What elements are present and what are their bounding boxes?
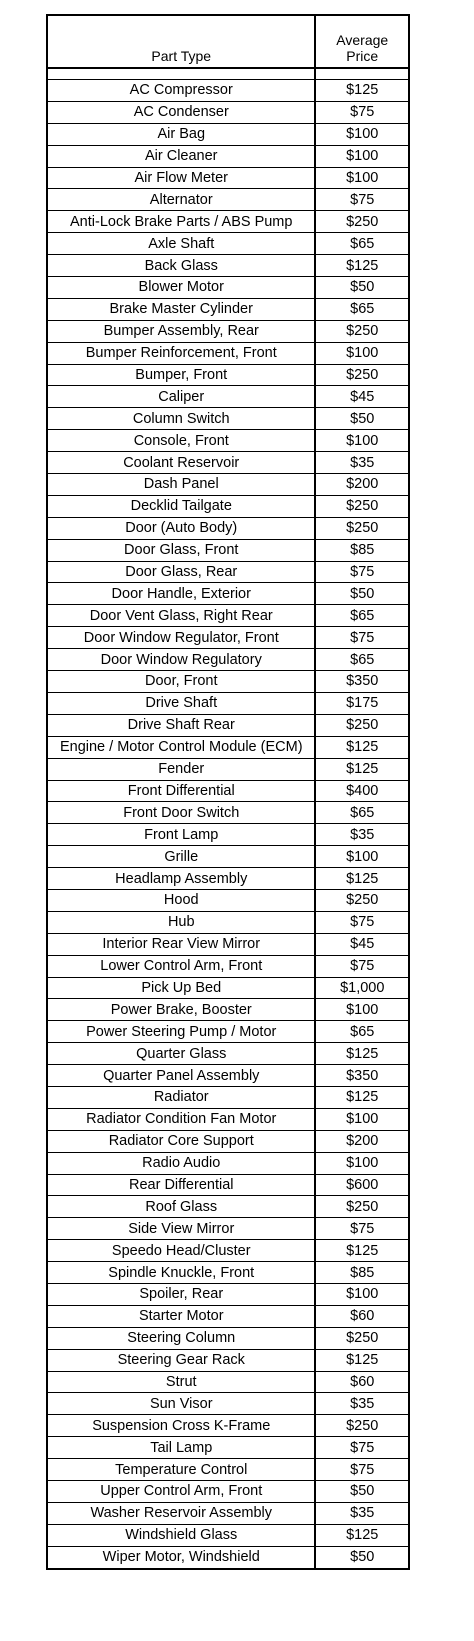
table-row [47,824,409,846]
part-type-cell: Fender [47,758,315,780]
average-price-cell: $250 [315,889,409,911]
part-type-cell: Quarter Panel Assembly [47,1065,315,1087]
average-price-cell: $85 [315,1262,409,1284]
part-type-cell: Console, Front [47,430,315,452]
average-price-cell: $400 [315,780,409,802]
table-row [47,714,409,736]
table-row [47,342,409,364]
part-type-cell: Spoiler, Rear [47,1283,315,1305]
average-price-cell: $250 [315,1415,409,1437]
table-row [47,320,409,342]
average-price-cell: $175 [315,692,409,714]
part-type-cell: Coolant Reservoir [47,452,315,474]
part-type-cell: Suspension Cross K-Frame [47,1415,315,1437]
average-price-cell: $125 [315,736,409,758]
part-type-cell: Roof Glass [47,1196,315,1218]
part-type-cell: Door Glass, Rear [47,561,315,583]
table-row [47,408,409,430]
table-row [47,846,409,868]
average-price-cell: $100 [315,1152,409,1174]
average-price-cell: $600 [315,1174,409,1196]
average-price-cell: $75 [315,189,409,211]
table-row [47,101,409,123]
table-row [47,1459,409,1481]
average-price-cell: $125 [315,1086,409,1108]
part-type-cell: Wiper Motor, Windshield [47,1546,315,1568]
table-row [47,1327,409,1349]
table-row [47,736,409,758]
table-row [47,999,409,1021]
part-type-cell: Axle Shaft [47,233,315,255]
part-type-cell: Radio Audio [47,1152,315,1174]
part-type-cell: Air Flow Meter [47,167,315,189]
part-type-cell: Spindle Knuckle, Front [47,1262,315,1284]
average-price-cell: $250 [315,364,409,386]
part-type-cell: Sun Visor [47,1393,315,1415]
part-type-cell: Bumper Assembly, Rear [47,320,315,342]
table-row [47,671,409,693]
table-row [47,1502,409,1524]
average-price-cell: $35 [315,1502,409,1524]
table-row [47,1283,409,1305]
average-price-cell: $350 [315,671,409,693]
average-price-cell: $125 [315,868,409,890]
average-price-cell: $250 [315,320,409,342]
average-price-cell: $250 [315,1327,409,1349]
table-row [47,868,409,890]
table-row [47,561,409,583]
part-type-cell: Power Steering Pump / Motor [47,1021,315,1043]
part-type-cell: Starter Motor [47,1305,315,1327]
average-price-cell: $65 [315,605,409,627]
average-price-cell: $65 [315,802,409,824]
table-row [47,1524,409,1546]
table-row [47,1393,409,1415]
part-type-cell: Anti-Lock Brake Parts / ABS Pump [47,211,315,233]
average-price-cell: $200 [315,474,409,496]
table-row [47,1218,409,1240]
parts-price-table [46,14,410,1570]
average-price-cell: $250 [315,714,409,736]
average-price-cell: $250 [315,517,409,539]
part-type-cell: Headlamp Assembly [47,868,315,890]
part-type-cell: Front Lamp [47,824,315,846]
part-type-cell: AC Condenser [47,101,315,123]
part-type-cell: Radiator Core Support [47,1130,315,1152]
table-row [47,474,409,496]
average-price-cell: $50 [315,408,409,430]
header-price-line2: Price [346,48,379,64]
header-row [47,15,409,68]
table-row [47,780,409,802]
average-price-cell: $100 [315,145,409,167]
average-price-cell: $100 [315,1108,409,1130]
average-price-cell: $100 [315,167,409,189]
part-type-cell: Air Cleaner [47,145,315,167]
average-price-cell: $100 [315,999,409,1021]
average-price-cell: $100 [315,846,409,868]
part-type-cell: Hub [47,911,315,933]
table-row [47,1262,409,1284]
table-row [47,1152,409,1174]
part-type-cell: Steering Column [47,1327,315,1349]
part-type-cell: Alternator [47,189,315,211]
table-row [47,298,409,320]
table-row [47,1371,409,1393]
table-row [47,1130,409,1152]
part-type-cell: Door (Auto Body) [47,517,315,539]
table-row [47,1174,409,1196]
average-price-cell: $35 [315,824,409,846]
part-type-cell: Door Vent Glass, Right Rear [47,605,315,627]
part-type-cell: Engine / Motor Control Module (ECM) [47,736,315,758]
average-price-cell: $125 [315,1043,409,1065]
part-type-cell: Side View Mirror [47,1218,315,1240]
table-row [47,167,409,189]
average-price-cell: $65 [315,649,409,671]
average-price-cell: $45 [315,933,409,955]
table-row [47,758,409,780]
part-type-cell: Front Door Switch [47,802,315,824]
table-row [47,955,409,977]
average-price-cell: $350 [315,1065,409,1087]
average-price-cell: $65 [315,298,409,320]
table-row [47,211,409,233]
average-price-cell: $125 [315,1524,409,1546]
part-type-cell: Power Brake, Booster [47,999,315,1021]
part-type-cell: Drive Shaft [47,692,315,714]
average-price-cell: $75 [315,1459,409,1481]
table-row [47,627,409,649]
part-type-cell: Door, Front [47,671,315,693]
part-type-cell: Radiator [47,1086,315,1108]
header-part-type: Part Type [47,15,315,68]
table-row [47,364,409,386]
spacer-cell [315,68,409,80]
part-type-cell: Rear Differential [47,1174,315,1196]
part-type-cell: Upper Control Arm, Front [47,1481,315,1503]
table-row [47,386,409,408]
table-row [47,1065,409,1087]
table-row [47,495,409,517]
table-row [47,1196,409,1218]
part-type-cell: Drive Shaft Rear [47,714,315,736]
average-price-cell: $75 [315,1218,409,1240]
part-type-cell: AC Compressor [47,80,315,102]
part-type-cell: Strut [47,1371,315,1393]
average-price-cell: $50 [315,1546,409,1568]
average-price-cell: $100 [315,123,409,145]
average-price-cell: $1,000 [315,977,409,999]
table-row [47,430,409,452]
average-price-cell: $100 [315,430,409,452]
table-row [47,911,409,933]
average-price-cell: $65 [315,1021,409,1043]
table-row [47,539,409,561]
part-type-cell: Decklid Tailgate [47,495,315,517]
part-type-cell: Door Window Regulatory [47,649,315,671]
part-type-cell: Quarter Glass [47,1043,315,1065]
part-type-cell: Bumper Reinforcement, Front [47,342,315,364]
average-price-cell: $200 [315,1130,409,1152]
table-row [47,649,409,671]
average-price-cell: $50 [315,277,409,299]
table-row [47,1021,409,1043]
average-price-cell: $75 [315,101,409,123]
average-price-cell: $100 [315,342,409,364]
average-price-cell: $60 [315,1371,409,1393]
part-type-cell: Pick Up Bed [47,977,315,999]
table-row [47,605,409,627]
table-row [47,452,409,474]
average-price-cell: $35 [315,452,409,474]
table-row [47,1108,409,1130]
table-row [47,1481,409,1503]
part-type-cell: Washer Reservoir Assembly [47,1502,315,1524]
table-row [47,1305,409,1327]
table-header [47,15,409,68]
part-type-cell: Dash Panel [47,474,315,496]
table-row [47,802,409,824]
part-type-cell: Speedo Head/Cluster [47,1240,315,1262]
table-row [47,1546,409,1568]
average-price-cell: $60 [315,1305,409,1327]
average-price-cell: $85 [315,539,409,561]
part-type-cell: Radiator Condition Fan Motor [47,1108,315,1130]
part-type-cell: Door Glass, Front [47,539,315,561]
average-price-cell: $75 [315,955,409,977]
part-type-cell: Blower Motor [47,277,315,299]
part-type-cell: Column Switch [47,408,315,430]
table-row [47,517,409,539]
table-row [47,255,409,277]
average-price-cell: $65 [315,233,409,255]
table-row [47,123,409,145]
table-row [47,1349,409,1371]
part-type-cell: Brake Master Cylinder [47,298,315,320]
average-price-cell: $50 [315,583,409,605]
part-type-cell: Windshield Glass [47,1524,315,1546]
part-type-cell: Back Glass [47,255,315,277]
average-price-cell: $75 [315,561,409,583]
part-type-cell: Door Window Regulator, Front [47,627,315,649]
table-row [47,189,409,211]
part-type-cell: Grille [47,846,315,868]
table-row [47,692,409,714]
average-price-cell: $125 [315,255,409,277]
average-price-cell: $125 [315,758,409,780]
table-row [47,233,409,255]
average-price-cell: $75 [315,1437,409,1459]
table-row [47,277,409,299]
average-price-cell: $250 [315,211,409,233]
part-type-cell: Interior Rear View Mirror [47,933,315,955]
average-price-cell: $250 [315,495,409,517]
part-type-cell: Front Differential [47,780,315,802]
average-price-cell: $50 [315,1481,409,1503]
average-price-cell: $75 [315,627,409,649]
part-type-cell: Steering Gear Rack [47,1349,315,1371]
average-price-cell: $125 [315,80,409,102]
part-type-cell: Caliper [47,386,315,408]
average-price-cell: $45 [315,386,409,408]
part-type-cell: Lower Control Arm, Front [47,955,315,977]
table-row [47,933,409,955]
average-price-cell: $125 [315,1240,409,1262]
spacer-cell [47,68,315,80]
average-price-cell: $100 [315,1283,409,1305]
table-row [47,889,409,911]
part-type-cell: Bumper, Front [47,364,315,386]
table-row [47,145,409,167]
average-price-cell: $125 [315,1349,409,1371]
table-row [47,1240,409,1262]
table-row [47,80,409,102]
table-row [47,1437,409,1459]
average-price-cell: $250 [315,1196,409,1218]
part-type-cell: Door Handle, Exterior [47,583,315,605]
table-row [47,977,409,999]
table-row [47,1043,409,1065]
table-row [47,1086,409,1108]
header-average-price [315,15,409,68]
header-spacer-row [47,68,409,80]
table-body [47,68,409,1569]
table-row [47,583,409,605]
part-type-cell: Air Bag [47,123,315,145]
part-type-cell: Hood [47,889,315,911]
average-price-cell: $75 [315,911,409,933]
average-price-cell: $35 [315,1393,409,1415]
header-price-line1: Average [336,32,389,48]
table-row [47,1415,409,1437]
part-type-cell: Tail Lamp [47,1437,315,1459]
part-type-cell: Temperature Control [47,1459,315,1481]
